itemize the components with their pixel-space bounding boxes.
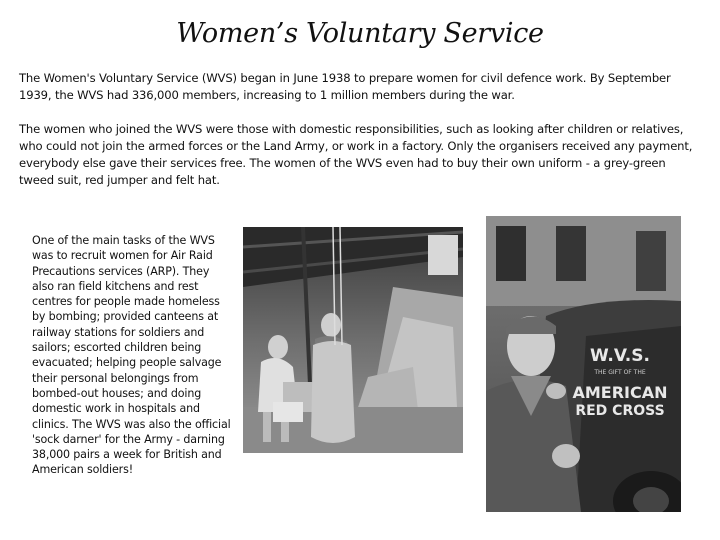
wvs-van-photo [486,216,681,512]
intro-paragraph: The Women's Voluntary Service (WVS) began in June 1938 to prepare women for civil defence work. By September 1939, the WVS had 336,000 members, increasing to 1 million members during the war. [19,71,671,102]
van-sign-red-cross: RED CROSS [575,403,665,419]
salvage-warehouse-photo [243,227,463,453]
page-title: Women’s Voluntary Service [176,18,544,49]
membership-paragraph: The women who joined the WVS were those with domestic responsibilities, such as looking after children or relatives, who could not join the armed forces or the Land Army, or work in a factory. Only the organisers received any payment, everybody else gave their services free. The women of the WVS even had to buy their own uniform - a grey-green tweed suit, red jumper and felt hat. [19,122,693,187]
van-sign-gift: THE GIFT OF THE [594,369,646,376]
van-sign-american: AMERICAN [572,383,668,402]
tasks-paragraph: One of the main tasks of the WVS was to recruit women for Air Raid Precautions services (ARP). They also ran field kitchens and rest centres for people made homeless by bombing; provided canteens at railway stations for soldiers and sailors; escorted children being evacuated; helping people salvage their personal belongings from bombed-out houses; and doing domestic work in hospitals and clinics. The WVS was also the official 'sock darner' for the Army - darning 38,000 pairs a week for British and American soldiers! [32,234,231,477]
van-sign-wvs: W.V.S. [590,346,650,366]
